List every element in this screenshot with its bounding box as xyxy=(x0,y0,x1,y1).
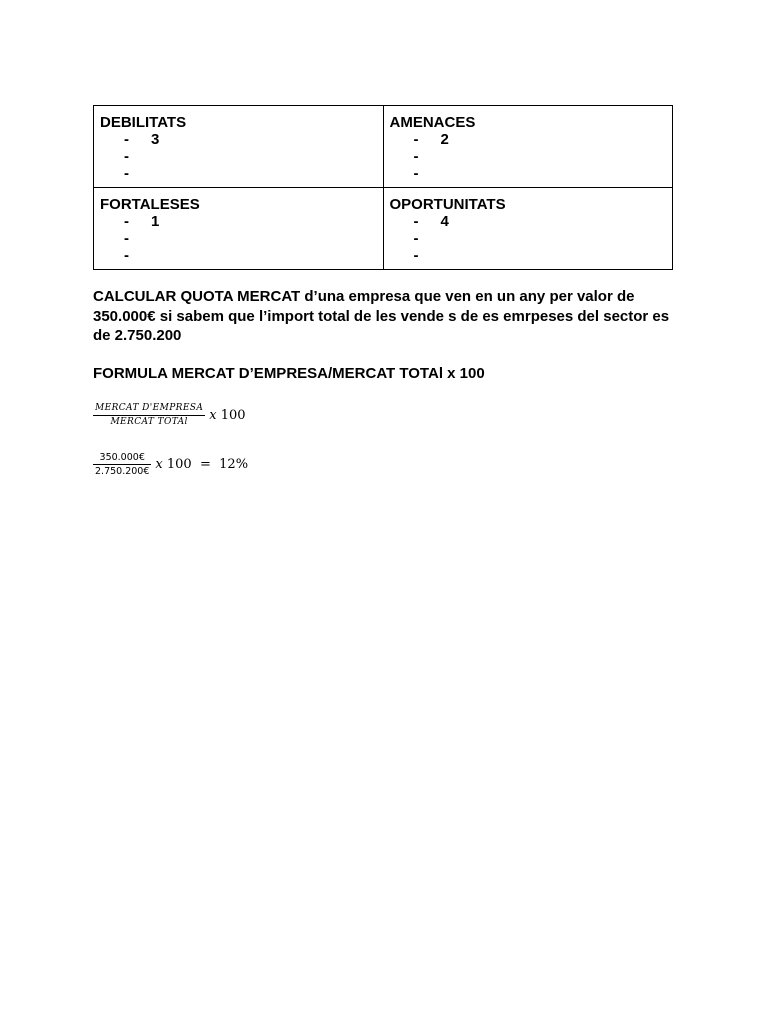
list-item xyxy=(390,131,667,148)
list-item xyxy=(390,165,667,182)
fraction-numerator: MERCAT D'EMPRESA xyxy=(95,403,204,413)
fraction xyxy=(93,403,205,428)
problem-text: d’una empresa que ven en un any per valor de 350.000€ si sabem que l’import total de les vende s de es emrpeses del sector es de 2.750.200 xyxy=(93,288,670,344)
dafo-list-debilitats xyxy=(100,131,377,182)
dafo-list-oportunitats xyxy=(390,213,667,264)
list-item xyxy=(390,247,667,264)
dafo-row-top xyxy=(94,106,673,188)
formula-symbolic xyxy=(93,403,246,428)
problem-statement xyxy=(93,287,683,346)
fraction-denominator: MERCAT TOTAl xyxy=(110,417,188,427)
list-item xyxy=(100,230,377,247)
fraction-numerator: 350.000€ xyxy=(99,452,145,463)
dafo-cell-debilitats xyxy=(94,106,384,188)
dafo-cell-oportunitats xyxy=(383,188,673,270)
formula-heading: FORMULA MERCAT D’EMPRESA/MERCAT TOTAl x 100 xyxy=(93,365,485,382)
dafo-title-oportunitats: OPORTUNITATS xyxy=(389,196,506,213)
dafo-cell-amenaces xyxy=(383,106,673,188)
dafo-row-bottom xyxy=(94,188,673,270)
bullet-dash: - xyxy=(124,213,129,230)
multiplier-value: 100 xyxy=(220,408,246,423)
times-symbol: x xyxy=(209,408,217,423)
list-item xyxy=(100,247,377,264)
bullet-dash: - xyxy=(413,131,419,148)
list-item-value: 1 xyxy=(151,213,160,230)
formula-multiplier xyxy=(155,457,248,472)
bullet-dash: - xyxy=(413,165,419,182)
list-item xyxy=(100,213,377,230)
bullet-dash: - xyxy=(413,148,419,165)
bullet-dash: - xyxy=(413,213,419,230)
list-item xyxy=(100,131,377,148)
bullet-dash: - xyxy=(124,247,129,264)
problem-heading: CALCULAR QUOTA MERCAT xyxy=(93,288,301,305)
dafo-title-fortaleses: FORTALESES xyxy=(100,196,200,213)
dafo-cell-fortaleses xyxy=(94,188,384,270)
list-item-value: 4 xyxy=(440,213,449,230)
dafo-title-debilitats: DEBILITATS xyxy=(100,114,187,131)
bullet-dash: - xyxy=(413,247,419,264)
times-symbol: x xyxy=(155,457,163,472)
bullet-dash: - xyxy=(124,230,129,247)
list-item xyxy=(390,148,667,165)
fraction-denominator: 2.750.200€ xyxy=(95,466,150,477)
list-item-value: 2 xyxy=(440,131,449,148)
multiplier-value: 100 xyxy=(166,457,192,472)
bullet-dash: - xyxy=(124,131,129,148)
list-item xyxy=(100,148,377,165)
formula-numeric xyxy=(93,452,248,477)
formula-multiplier xyxy=(209,408,245,423)
list-item-value: 3 xyxy=(151,131,160,148)
bullet-dash: - xyxy=(124,165,129,182)
equals-sign: = xyxy=(199,457,211,472)
fraction-bar xyxy=(93,415,205,416)
fraction-bar xyxy=(93,464,151,465)
bullet-dash: - xyxy=(413,230,419,247)
dafo-title-amenaces: AMENACES xyxy=(389,114,476,131)
fraction xyxy=(93,452,151,477)
bullet-dash: - xyxy=(124,148,129,165)
formula-result: 12% xyxy=(219,457,249,472)
list-item xyxy=(390,213,667,230)
dafo-list-amenaces xyxy=(390,131,667,182)
dafo-list-fortaleses xyxy=(100,213,377,264)
dafo-table xyxy=(93,105,673,270)
list-item xyxy=(390,230,667,247)
list-item xyxy=(100,165,377,182)
